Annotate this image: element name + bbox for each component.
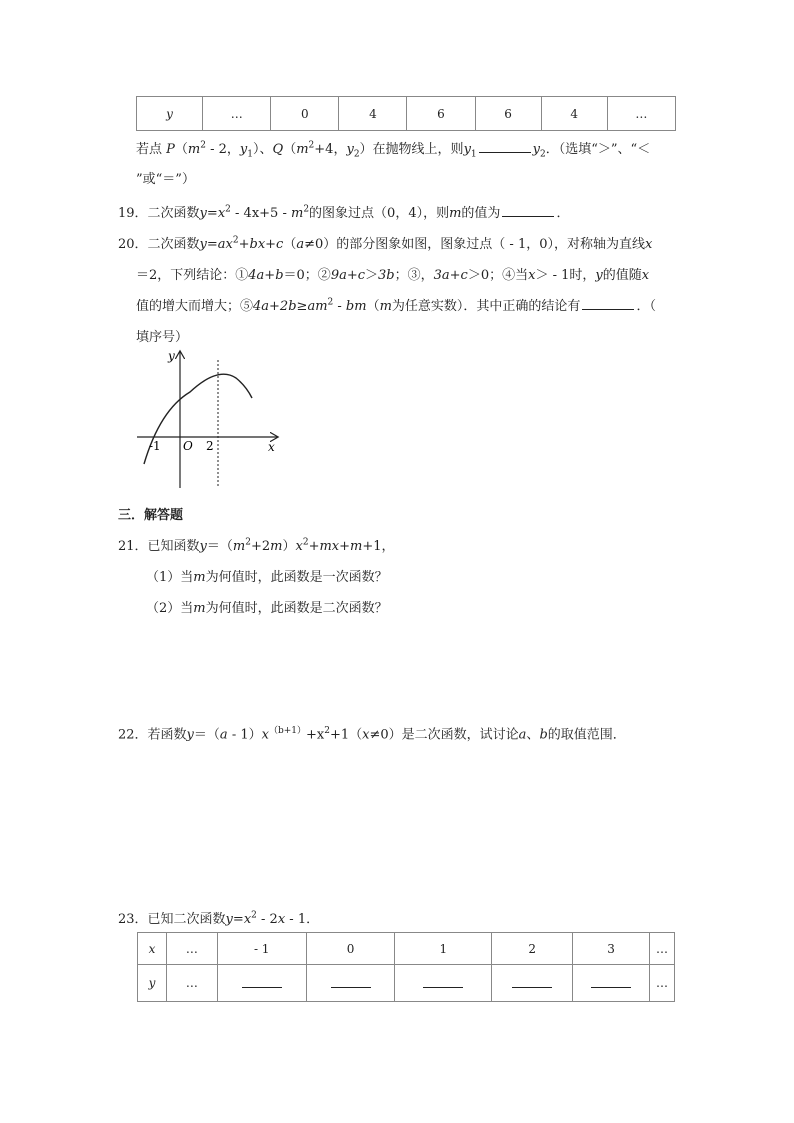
text: ＝0；②: [283, 268, 331, 283]
subscript: 2: [353, 149, 360, 160]
text: y: [199, 539, 207, 554]
table-cell[interactable]: [306, 965, 395, 1002]
origin-label: O: [183, 439, 193, 453]
text: x: [641, 268, 650, 283]
answer-blank[interactable]: [423, 975, 463, 988]
q21: [118, 535, 395, 554]
table-cell[interactable]: [217, 965, 306, 1002]
table-row: [138, 965, 675, 1002]
text: ＞ - 1时，: [535, 268, 596, 283]
text: ；③，: [394, 268, 434, 283]
text: P: [166, 142, 175, 157]
table-cell: 4: [541, 97, 607, 131]
text: - 2: [256, 912, 278, 927]
q23: [118, 908, 319, 927]
text: m: [193, 570, 206, 585]
text: y: [239, 142, 248, 157]
superscript: 2: [245, 537, 251, 548]
table-cell: …: [166, 965, 217, 1002]
text: 19．二次函数: [118, 206, 200, 221]
table-cell: …: [203, 97, 271, 131]
text: 4a+b: [248, 268, 284, 283]
q18-line2: ”或“＝”）: [136, 172, 195, 187]
text: ≥: [296, 299, 308, 314]
text: （2）当: [146, 601, 194, 616]
text: x: [528, 268, 536, 283]
parabola-graph: [132, 348, 282, 490]
table-cell: 4: [339, 97, 407, 131]
text: +1（: [329, 727, 363, 743]
table-cell[interactable]: [492, 965, 573, 1002]
text: y: [346, 142, 354, 157]
text: ≠0）的部分图象如图，图象过点（ - 1，0），对称轴为直线: [304, 237, 645, 252]
text: a: [219, 727, 228, 743]
q20-line3: [136, 295, 656, 314]
text: 的取值范围．: [547, 727, 626, 743]
text: m: [232, 539, 246, 554]
text: 3a+c: [433, 268, 468, 283]
answer-blank[interactable]: [242, 975, 282, 988]
text: 的图象过点（0，4），则: [309, 206, 450, 221]
text: m: [193, 601, 206, 616]
text: 的值为: [461, 206, 501, 221]
text: （1）当: [146, 570, 194, 585]
text: m: [187, 142, 201, 157]
superscript: 2: [308, 140, 315, 151]
table-row: [137, 97, 676, 131]
text: 21．已知函数: [118, 539, 200, 554]
text: - 4x+5 -: [230, 206, 291, 221]
table-cell: 1: [395, 933, 492, 965]
text: - 2，: [205, 142, 240, 157]
text: 4a+2b: [253, 299, 297, 314]
text: +bx+c: [238, 237, 284, 252]
answer-blank[interactable]: [502, 204, 554, 217]
text: 9a+c: [330, 268, 366, 283]
text: （: [174, 142, 188, 157]
superscript: 2: [303, 204, 310, 215]
answer-blank[interactable]: [331, 975, 371, 988]
q22: [118, 723, 626, 742]
text: x: [362, 727, 370, 743]
text: ）: [282, 539, 296, 554]
table-cell: …: [166, 933, 217, 965]
table-cell: …: [649, 965, 674, 1002]
answer-blank[interactable]: [479, 140, 531, 153]
text: ）、: [253, 142, 273, 157]
neg-one-label: -1: [149, 439, 161, 453]
text: （: [366, 299, 380, 314]
text: m: [379, 299, 392, 314]
text: +1，: [362, 539, 395, 554]
text: 的值随: [602, 268, 642, 283]
text: m: [296, 142, 309, 157]
text: m: [449, 206, 462, 221]
text: ≠0）是二次函数，试讨论: [369, 727, 519, 743]
text: ．（: [636, 299, 656, 314]
text: ．（选填“＞”、“＜: [545, 142, 651, 157]
text: y: [199, 206, 207, 221]
text: x: [277, 912, 286, 927]
table-row: [138, 933, 675, 965]
text: - 1．: [285, 912, 320, 927]
text: （: [283, 142, 297, 157]
superscript: 2: [232, 235, 239, 246]
table-cell: y: [137, 97, 203, 131]
text: x: [243, 912, 252, 927]
text: +4，: [314, 142, 347, 157]
superscript: （b+1）: [268, 726, 306, 736]
table-cell: …: [607, 97, 675, 131]
answer-blank[interactable]: [591, 975, 631, 988]
table-cell[interactable]: [573, 965, 650, 1002]
text: m: [290, 206, 304, 221]
text: =: [232, 912, 244, 927]
text: +x: [306, 727, 325, 743]
q21-sub2: [146, 597, 388, 616]
text: 为何值时，此函数是二次函数？: [205, 601, 388, 616]
q21-sub1: [146, 566, 388, 585]
q18-line1: [136, 138, 650, 160]
table-cell: y: [138, 965, 167, 1002]
text: 23．已知二次函数: [118, 912, 226, 927]
subscript: 1: [247, 149, 254, 160]
q20-line2: [136, 264, 649, 283]
text: - 1）: [227, 727, 262, 743]
text: +2: [250, 539, 271, 554]
top-value-table: [136, 96, 676, 131]
text: y: [595, 268, 603, 283]
superscript: 2: [225, 204, 231, 215]
table-cell: 3: [573, 933, 650, 965]
y-axis-label: y: [168, 349, 175, 363]
table-cell: x: [138, 933, 167, 965]
q20-line1: [118, 233, 652, 252]
answer-blank[interactable]: [582, 297, 634, 310]
subscript: 2: [540, 149, 546, 160]
text: b: [539, 727, 548, 743]
superscript: 2: [302, 537, 309, 548]
table-cell: 6: [475, 97, 541, 131]
table-cell: 0: [271, 97, 339, 131]
text: mx+m: [319, 539, 363, 554]
answer-blank[interactable]: [512, 975, 552, 988]
text: Q: [272, 142, 284, 157]
text: =: [206, 206, 218, 221]
superscript: 2: [327, 297, 334, 308]
text: ＞0；④当: [467, 268, 529, 283]
q20-line4: 填序号）: [136, 330, 189, 345]
table-cell[interactable]: [395, 965, 492, 1002]
text: 为任意实数）．其中正确的结论有: [391, 299, 581, 314]
text: a: [296, 237, 305, 252]
text: （: [283, 237, 297, 252]
text: +: [308, 539, 320, 554]
section-title: 三．解答题: [118, 508, 184, 523]
text: 若点: [136, 142, 163, 157]
table-cell: …: [649, 933, 674, 965]
text: 22．若函数: [118, 727, 187, 743]
text: 20．二次函数: [118, 237, 200, 252]
text: bm: [345, 299, 367, 314]
table-cell: 2: [492, 933, 573, 965]
text: 值的增大而增大；⑤: [136, 299, 254, 314]
table-cell: - 1: [217, 933, 306, 965]
q23-value-table: [137, 932, 675, 1002]
text: x: [261, 727, 269, 743]
text: 3b: [378, 268, 395, 283]
text: a: [518, 727, 527, 743]
text: y: [532, 142, 541, 157]
text: am: [307, 299, 328, 314]
superscript: 2: [324, 726, 330, 736]
text: x: [217, 206, 226, 221]
text: ＝2，下列结论：①: [136, 268, 249, 283]
text: 为何值时，此函数是一次函数？: [205, 570, 388, 585]
text: ＝（: [206, 539, 233, 554]
two-label: 2: [206, 439, 214, 453]
text: y: [225, 912, 233, 927]
text: ＞: [365, 268, 379, 283]
text: y: [186, 727, 194, 743]
text: m: [270, 539, 283, 554]
text: ）在抛物线上，则: [359, 142, 464, 157]
text: x: [645, 237, 653, 252]
text: x: [295, 539, 303, 554]
text: y=ax: [199, 237, 233, 252]
text: y: [463, 142, 471, 157]
table-cell: 6: [407, 97, 475, 131]
superscript: 2: [251, 910, 257, 921]
superscript: 2: [200, 140, 206, 151]
table-cell: 0: [306, 933, 395, 965]
text: -: [333, 299, 346, 314]
text: ＝（: [193, 727, 220, 743]
text: 、: [526, 727, 540, 743]
q19: 19．二次函数$y=x^2 - 4x+5 - m^2$的图象过点（0，4），则m的值为 ．: [118, 204, 570, 221]
x-axis-label: x: [268, 440, 275, 454]
subscript: 1: [470, 149, 477, 160]
